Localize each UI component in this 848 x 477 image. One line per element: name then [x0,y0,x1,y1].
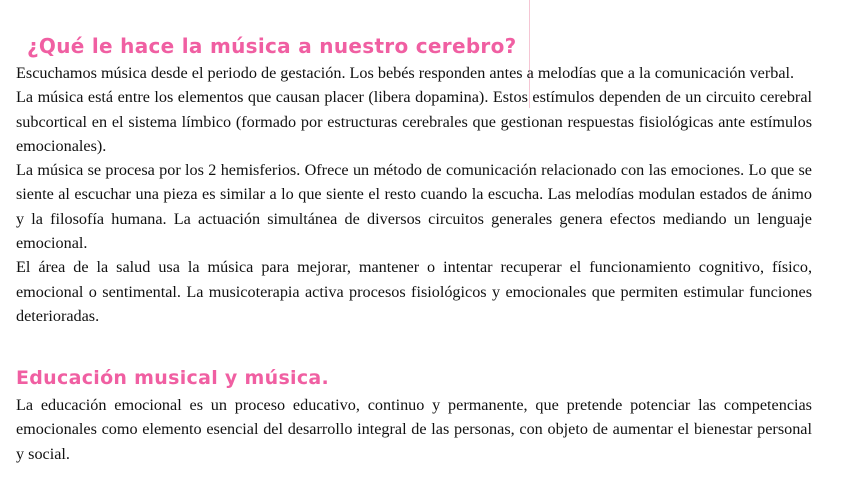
section-body-music-education [16,393,812,466]
paragraph: La educación emocional es un proceso educativo, continuo y permanente, que pretende potenciar las competencias emocionales como elemento esencial del desarrollo integral de las personas, con objeto de aumentar el bienestar personal y social. [16,396,812,463]
section-heading-music-education: Educación musical y música. [16,367,330,389]
paragraph: El área de la salud usa la música para mejorar, mantener o intentar recuperar el funcionamiento cognitivo, físico, emocional o sentimental. La musicoterapia activa procesos fisiológicos y emocionales que permiten estimular funciones deterioradas. [16,258,812,325]
paragraph: La música está entre los elementos que causan placer (libera dopamina). Estos estímulos dependen de un circuito cerebral subcortical en el sistema límbico (formado por estructuras cerebrales que gestionan respuestas fisiológicas ante estímulos emocionales). [16,88,812,155]
section-heading-music-brain: ¿Qué le hace la música a nuestro cerebro? [27,34,517,58]
section-body-music-brain [16,61,812,328]
paragraph: La música se procesa por los 2 hemisferios. Ofrece un método de comunicación relacionado con las emociones. Lo que se siente al escuchar una pieza es similar a lo que siente el resto cuando la escucha. Las melodías modulan estados de ánimo y la filosofía humana. La actuación simultánea de diversos circuitos generales genera efectos mediando un lenguaje emocional. [16,161,812,253]
paragraph: Escuchamos música desde el periodo de gestación. Los bebés responden antes a melodías que a la comunicación verbal. [16,64,795,82]
